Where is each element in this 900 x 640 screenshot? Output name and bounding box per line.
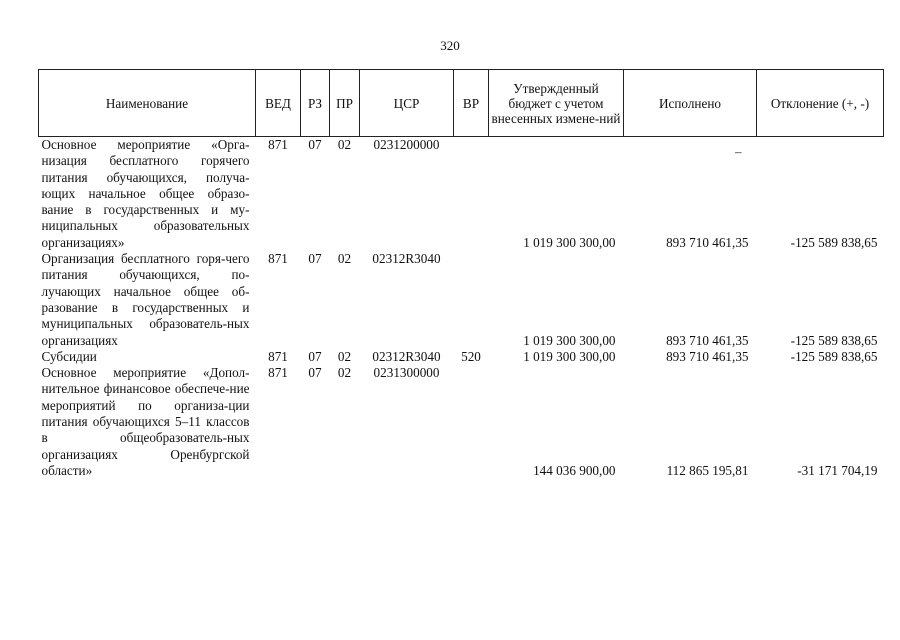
row-rz: 07 bbox=[308, 137, 322, 152]
row-ved: 871 bbox=[268, 137, 288, 152]
table-row bbox=[39, 137, 884, 252]
row-csr: 0231200000 bbox=[373, 137, 440, 152]
budget-execution-table bbox=[38, 69, 884, 479]
row-ved: 871 bbox=[268, 348, 288, 364]
header-rz: РЗ bbox=[301, 70, 330, 137]
header-name: Наименование bbox=[39, 70, 256, 137]
row-name: Субсидии bbox=[41, 348, 97, 364]
row-budget: 144 036 900,00 bbox=[533, 462, 616, 478]
row-executed: 112 865 195,81 bbox=[666, 462, 749, 478]
row-vr: 520 bbox=[461, 348, 481, 364]
table-row bbox=[39, 365, 884, 479]
header-csr: ЦСР bbox=[360, 70, 454, 137]
table-body bbox=[39, 137, 884, 480]
row-rz: 07 bbox=[308, 365, 322, 381]
header-deviation: Отклонение (+, -) bbox=[757, 70, 884, 137]
stray-dash-mark: – bbox=[735, 144, 742, 159]
row-budget: 1 019 300 300,00 bbox=[523, 234, 616, 250]
row-deviation: -125 589 838,65 bbox=[790, 234, 878, 250]
row-csr: 02312R3040 bbox=[372, 348, 441, 364]
header-vr: ВР bbox=[454, 70, 489, 137]
row-budget: 1 019 300 300,00 bbox=[523, 332, 616, 348]
row-csr: 0231300000 bbox=[373, 365, 440, 381]
row-pr: 02 bbox=[337, 348, 352, 364]
row-budget: 1 019 300 300,00 bbox=[523, 348, 616, 364]
row-pr: 02 bbox=[337, 137, 352, 152]
row-ved: 871 bbox=[268, 251, 288, 267]
row-deviation: -125 589 838,65 bbox=[790, 332, 878, 348]
table-row bbox=[39, 349, 884, 365]
row-ved: 871 bbox=[268, 365, 288, 381]
page-number: 320 bbox=[440, 38, 460, 53]
row-deviation: -125 589 838,65 bbox=[790, 348, 878, 364]
row-deviation: -31 171 704,19 bbox=[797, 462, 878, 478]
header-executed: Исполнено bbox=[624, 70, 757, 137]
row-executed: 893 710 461,35 bbox=[666, 234, 749, 250]
row-pr: 02 bbox=[337, 251, 352, 267]
row-vr bbox=[454, 365, 489, 479]
row-name: Организация бесплатного горя-чего питания обучающихся, по-лучающих начальное общее об-разование в государственных и муниципальных образователь-ных организациях bbox=[41, 251, 250, 348]
row-rz: 07 bbox=[308, 348, 322, 364]
row-pr: 02 bbox=[337, 365, 352, 381]
row-name: Основное мероприятие «Допол-нительное финансовое обеспече-ние мероприятий по организа-ции питания обучающихся 5–11 классов в общеобразователь-ных организациях Оренбургской области» bbox=[41, 365, 250, 478]
header-budget: Утвержденный бюджет с учетом внесенных измене-ний bbox=[489, 70, 624, 137]
row-vr bbox=[454, 137, 489, 252]
table-header bbox=[39, 70, 884, 137]
row-rz: 07 bbox=[308, 251, 322, 267]
row-executed: 893 710 461,35 bbox=[666, 348, 749, 364]
row-csr: 02312R3040 bbox=[372, 251, 441, 267]
table-row bbox=[39, 251, 884, 349]
header-ved: ВЕД bbox=[256, 70, 301, 137]
row-vr bbox=[454, 251, 489, 349]
header-pr: ПР bbox=[330, 70, 360, 137]
row-executed: 893 710 461,35 bbox=[666, 332, 749, 348]
row-name: Основное мероприятие «Орга-низация бесплатного горячего питания обучающихся, получа-ющих начальное общее образо-вание в государственных и му-ниципальных образовательных организациях» bbox=[41, 137, 250, 250]
